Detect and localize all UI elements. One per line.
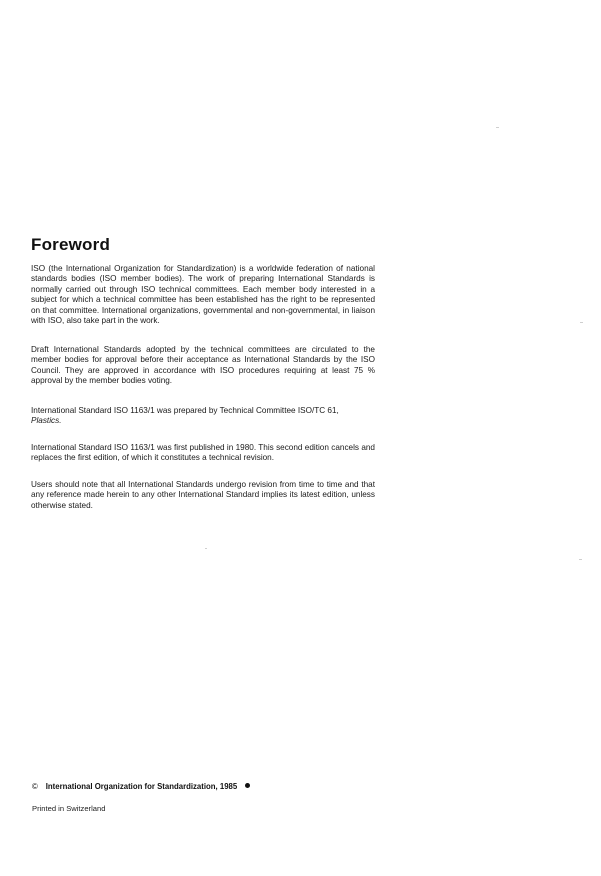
page-title: Foreword — [31, 235, 111, 254]
scan-speck — [496, 127, 499, 128]
copyright-text: International Organization for Standardization, 1985 — [45, 782, 238, 791]
printed-location: Printed in Switzerland — [32, 804, 106, 813]
committee-name: Plastics. — [31, 416, 62, 426]
scan-speck — [579, 559, 582, 560]
scan-speck — [580, 322, 583, 323]
copyright-symbol: © — [32, 782, 38, 791]
paragraph-edition-history: International Standard ISO 1163/1 was first published in 1980. This second edition cancels and replaces the first edition, of which it constitutes a technical revision. — [31, 443, 375, 463]
bullet-icon — [245, 783, 250, 788]
paragraph-prepared-by — [31, 406, 375, 427]
prepared-by-text: International Standard ISO 1163/1 was prepared by Technical Committee ISO/TC 61, — [31, 406, 339, 415]
scan-speck — [205, 548, 207, 549]
paragraph-iso-intro: ISO (the International Organization for Standardization) is a worldwide federation of national standards bodies (ISO member bodies). The work of preparing International Standards is normally carried out through ISO technical committees. Each member body interested in a subject for which a technical committee has been established has the right to be represented on that committee. International organizations, governmental and non-governmental, in liaison with ISO, also take part in the work. — [31, 264, 375, 326]
paragraph-revision-note: Users should note that all International Standards undergo revision from time to time and that any reference made herein to any other International Standard implies its latest edition, unless otherwise stated. — [31, 480, 375, 510]
paragraph-draft-standards: Draft International Standards adopted by the technical committees are circulated to the member bodies for approval before their acceptance as International Standards by the ISO Council. They are approved in accordance with ISO procedures requiring at least 75 % approval by the member bodies voting. — [31, 345, 375, 386]
copyright-line — [32, 782, 250, 791]
